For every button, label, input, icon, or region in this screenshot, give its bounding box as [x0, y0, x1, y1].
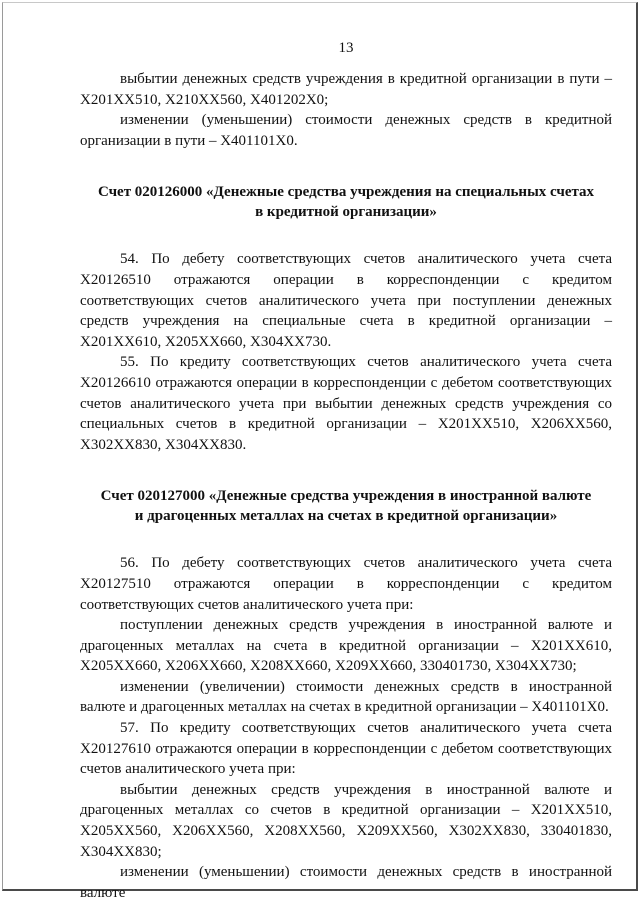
paragraph-top-1: выбытии денежных средств учреждения в кредитной организации в пути – Х201ХХ510, Х210ХХ560, Х401202Х0; — [80, 71, 612, 108]
section-heading-line: и драгоценных металлах на счетах в кредитной организации» — [134, 508, 558, 525]
section-heading-line: Счет 020127000 «Денежные средства учреждения в иностранной валюте — [100, 488, 592, 505]
paragraph-56-item-2: изменении (увеличении) стоимости денежных средств в иностранной валюте и драгоценных металлах на счетах в кредитной организации – Х401101Х0. — [80, 678, 612, 716]
paragraph-56-item-1: поступлении денежных средств учреждения в иностранной валюте и драгоценных металлах на счета в кредитной организации – Х201ХХ610, Х205ХХ660, Х206ХХ660, Х208ХХ660, Х209ХХ660, 330401730, Х304ХХ730; — [80, 617, 612, 675]
paragraph-55: 55. По кредиту соответствующих счетов аналитического учета счета Х20126610 отражаются операции в корреспонденции с дебетом соответствующих счетов аналитического учета при выбытии денежных средств учреждения со специальных счетов в кредитной организации – Х201ХХ510, Х206ХХ560, Х302ХХ830, Х304ХХ830. — [80, 354, 612, 453]
document-page — [80, 38, 612, 903]
paragraph-57-item-1: выбытии денежных средств учреждения в иностранной валюте и драгоценных металлах со счетов в кредитной организации – Х201ХХ510, Х205ХХ560, Х206ХХ560, Х208ХХ560, Х209ХХ560, Х302ХХ830, 330401830, Х304ХХ830; — [80, 781, 612, 860]
paragraph-56: 56. По дебету соответствующих счетов аналитического учета счета Х20127510 отражаются операции в корреспонденции с кредитом соответствующих счетов аналитического учета при: — [80, 555, 612, 613]
section-heading-line: в кредитной организации» — [255, 204, 437, 221]
paragraph-57-item-2: изменении (уменьшении) стоимости денежных средств в иностранной валюте — [80, 864, 612, 901]
section-heading-020126000 — [84, 182, 608, 222]
paragraph-54: 54. По дебету соответствующих счетов аналитического учета счета Х20126510 отражаются операции в корреспонденции с кредитом соответствующих счетов аналитического учета при поступлении денежных средств учреждения на специальные счета в кредитной организации – Х201ХХ610, Х205ХХ660, Х304ХХ730. — [80, 251, 612, 350]
paragraph-top-2: изменении (уменьшении) стоимости денежных средств в кредитной организации в пути – Х401101Х0. — [80, 112, 612, 149]
page-number: 13 — [338, 40, 354, 56]
section-heading-020127000 — [84, 486, 608, 526]
paragraph-57: 57. По кредиту соответствующих счетов аналитического учета счета Х20127610 отражаются операции в корреспонденции с дебетом соответствующих счетов аналитического учета при: — [80, 720, 612, 778]
section-heading-line: Счет 020126000 «Денежные средства учреждения на специальных счетах — [97, 184, 595, 201]
